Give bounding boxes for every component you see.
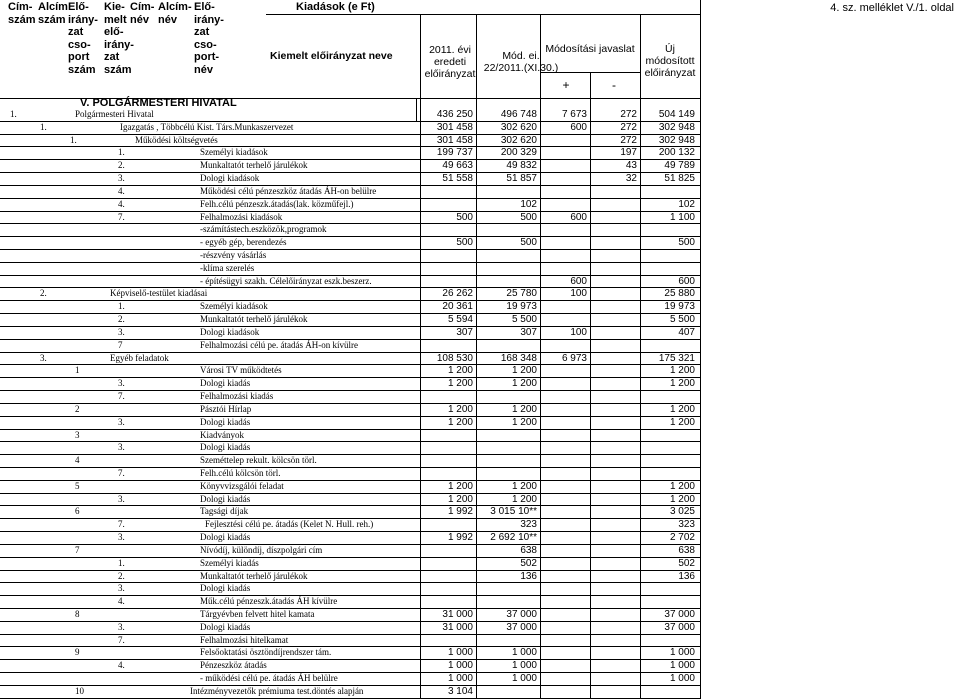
cell-uj: 504 149 <box>658 109 695 120</box>
header-col2-line: szám <box>38 13 66 26</box>
cell-mod: 1 200 <box>511 480 537 492</box>
row-label: Felh.célú pénzeszk.átadás(lak. közműfejl.) <box>200 198 354 209</box>
cell-eredeti: 1 000 <box>447 647 473 659</box>
header-col1-line: szám <box>8 13 36 26</box>
row-label: Működési költségvetés <box>135 134 218 145</box>
cell-eredeti: 5 594 <box>447 314 473 326</box>
cell-uj: 5 500 <box>669 314 695 326</box>
row-code: 6 <box>75 506 80 517</box>
row-label: -klíma szerelés <box>200 262 255 273</box>
row-label: Szeméttelep rekult. kölcsön törl. <box>200 455 317 466</box>
cell-uj: 500 <box>678 237 695 249</box>
header-col5-line: név <box>130 13 149 26</box>
row-label: Felsőoktatási ösztöndíjrendszer tám. <box>200 647 332 658</box>
cell-mod: 25 780 <box>506 288 537 300</box>
section-title: V. POLGÁRMESTERI HIVATAL <box>80 97 237 109</box>
row-label: Intézményvezetők prémiuma test.döntés alapján <box>190 685 364 696</box>
cell-eredeti: 1 200 <box>447 365 473 377</box>
cell-mod: 49 832 <box>506 160 537 172</box>
row-label: Dologi kiadások <box>200 326 260 337</box>
header-col3-line: szám <box>68 64 96 76</box>
header-col3-line: irány- <box>68 13 98 26</box>
row-label: Dologi kiadás <box>200 442 251 453</box>
row-label: Dologi kiadások <box>200 173 260 184</box>
row-code: 4. <box>118 198 125 209</box>
row-code: 1. <box>118 557 125 568</box>
row-label: Személyi kiadások <box>200 147 268 158</box>
row-code: 1. <box>10 109 17 119</box>
header-col4-line: elő- <box>104 26 124 39</box>
row-code: 4. <box>118 660 125 671</box>
cell-minus: 272 <box>620 109 637 120</box>
row-label: Dologi kiadás <box>200 532 251 543</box>
cell-uj: 407 <box>678 326 695 338</box>
row-code: 3. <box>118 583 125 594</box>
header-col2-line: Alcím <box>38 1 68 13</box>
cell-mod: 1 200 <box>511 403 537 415</box>
row-code: 3 <box>75 429 80 440</box>
header-col1-line: Cím- <box>8 1 33 13</box>
row-label: - egyéb gép, berendezés <box>200 237 287 248</box>
row-label: - működési célú pe. átadás ÁH belülre <box>200 673 338 684</box>
row-label: -részvény vásárlás <box>200 250 267 261</box>
header-col3-line: port <box>68 51 90 64</box>
cell-uj: 2 702 <box>669 532 695 544</box>
column-rule <box>640 98 641 699</box>
row-label: Működési célú pénzeszköz átadás ÁH-on belülre <box>200 185 377 196</box>
cell-mod: 19 973 <box>506 301 537 313</box>
cell-minus: 272 <box>620 134 637 146</box>
row-label: Felhalmozási kiadás <box>200 391 274 402</box>
row-label: Tárgyévben felvett hitel kamata <box>200 608 315 619</box>
row-label: Dologi kiadás <box>200 378 251 389</box>
cell-eredeti: 31 000 <box>442 608 473 620</box>
cell-eredeti: 1 000 <box>447 673 473 685</box>
row-label: Pénzeszköz átadás <box>200 660 267 671</box>
cell-plus: 100 <box>570 288 587 300</box>
header-divider <box>420 14 421 98</box>
row-code: 7 <box>118 339 123 350</box>
cell-uj: 3 025 <box>669 506 695 518</box>
cell-uj: 175 321 <box>658 352 695 364</box>
row-label: Egyéb feladatok <box>110 352 169 363</box>
cell-uj: 600 <box>678 275 695 287</box>
header-col4-line: Kie- <box>104 1 125 13</box>
cell-uj: 200 132 <box>658 147 695 159</box>
cell-plus: 7 673 <box>561 109 587 120</box>
cell-mod: 3 015 10** <box>490 506 537 518</box>
row-label: Pásztói Hírlap <box>200 403 252 414</box>
row-code: 7. <box>118 467 125 478</box>
row-label: Fejlesztési célú pe. átadás (Kelet N. Hull. reh.) <box>205 519 374 530</box>
cell-uj: 19 973 <box>664 301 695 313</box>
row-code: 2 <box>75 403 80 414</box>
cell-uj: 323 <box>678 519 695 531</box>
cell-uj: 638 <box>678 544 695 556</box>
cell-minus: 32 <box>625 173 637 185</box>
cell-eredeti: 301 458 <box>436 121 473 133</box>
header-eredeti-line: eredeti <box>433 56 467 68</box>
cell-eredeti: 31 000 <box>442 621 473 633</box>
row-code: 3. <box>118 493 125 504</box>
header-mod-line: 22/2011.(XI.30.) <box>483 62 559 74</box>
cell-mod: 1 000 <box>511 660 537 672</box>
row-code: 9 <box>75 647 80 658</box>
column-rule <box>590 98 591 699</box>
cell-eredeti: 3 104 <box>447 685 473 697</box>
cell-mod: 638 <box>520 544 537 556</box>
header-col6-line: név <box>158 13 177 26</box>
row-code: 2. <box>118 314 125 325</box>
cell-uj: 51 825 <box>664 173 695 185</box>
row-code: 7 <box>75 544 80 555</box>
cell-uj: 302 948 <box>658 134 695 146</box>
row-label: Könyvvizsgálói feladat <box>200 480 284 491</box>
row-code: 1. <box>70 134 77 145</box>
cell-mod: 302 620 <box>500 134 537 146</box>
column-rule <box>540 98 541 699</box>
cell-eredeti: 1 200 <box>447 403 473 415</box>
header-minus: - <box>612 78 616 92</box>
cell-eredeti: 1 992 <box>447 532 473 544</box>
row-label: Munkaltatót terhelő járulékok <box>200 314 308 325</box>
header-col7-line: zat <box>194 26 210 39</box>
header-col7-line: port- <box>194 51 220 64</box>
header-rule <box>266 14 700 15</box>
row-label: Tagsági díjak <box>200 506 249 517</box>
cell-uj: 102 <box>678 198 695 210</box>
header-right-edge <box>700 0 701 98</box>
row-label: Nívódíj, különdíj, díszpolgári cím <box>200 544 323 555</box>
row-label: Felhalmozási hitelkamat <box>200 634 289 645</box>
row-code: 4 <box>75 455 80 466</box>
header-col7-line: irány- <box>194 13 224 26</box>
row-code: 5 <box>75 480 80 491</box>
row-code: 3. <box>118 326 125 337</box>
row-code: 3. <box>118 442 125 453</box>
row-label: Munkaltatót terhelő járulékok <box>200 570 308 581</box>
row-label: Felhalmozási kiadások <box>200 211 283 222</box>
row-label: Személyi kiadások <box>200 301 268 312</box>
cell-mod: 1 200 <box>511 365 537 377</box>
row-code: 7. <box>118 634 125 645</box>
cell-eredeti: 500 <box>456 211 473 223</box>
header-plus: + <box>562 78 570 92</box>
cell-mod: 302 620 <box>500 121 537 133</box>
cell-minus: 43 <box>625 160 637 172</box>
row-code: 1. <box>118 147 125 158</box>
header-col7-line: név <box>194 64 213 76</box>
row-label: Felhalmozási célú pe. átadás ÁH-on kívülre <box>200 339 358 350</box>
row-code: 1. <box>118 301 125 312</box>
row-code: 4. <box>118 185 125 196</box>
row-code: 1. <box>40 121 47 132</box>
header-kiemelt: Kiemelt előirányzat neve <box>270 50 393 62</box>
cell-minus: 272 <box>620 121 637 133</box>
row-code: 3. <box>118 173 125 184</box>
cell-eredeti: 1 200 <box>447 416 473 428</box>
cell-plus: 600 <box>570 121 587 133</box>
cell-uj: 302 948 <box>658 121 695 133</box>
row-code: 1 <box>75 365 80 376</box>
row-code: 3. <box>118 621 125 632</box>
row-label: Felh.célú kölcsön törl. <box>200 467 281 478</box>
row-label: Dologi kiadás <box>200 621 251 632</box>
header-uj-line: módosított <box>645 55 695 67</box>
header-col4-line: irány- <box>104 38 134 51</box>
row-code: 7. <box>118 211 125 222</box>
cell-plus: 100 <box>570 326 587 338</box>
row-code: 3. <box>40 352 47 363</box>
header-col3-line: zat <box>68 26 84 39</box>
cell-mod: 1 000 <box>511 647 537 659</box>
row-code: 4. <box>118 596 125 607</box>
header-divider <box>476 14 477 98</box>
header-col5-line: Cím- <box>130 1 155 13</box>
marker-rule <box>416 98 417 122</box>
page-reference: 4. sz. melléklet V./1. oldal <box>830 2 954 14</box>
cell-plus: 600 <box>570 211 587 223</box>
cell-mod: 1 200 <box>511 493 537 505</box>
cell-plus: 6 973 <box>561 352 587 364</box>
row-label: -számítástech.eszközök,programok <box>200 224 327 235</box>
cell-mod: 307 <box>520 326 537 338</box>
cell-mod: 37 000 <box>506 608 537 620</box>
cell-uj: 502 <box>678 557 695 569</box>
cell-eredeti: 108 530 <box>436 352 473 364</box>
row-code: 10 <box>75 685 84 696</box>
row-code: 2. <box>118 570 125 581</box>
cell-eredeti: 301 458 <box>436 134 473 146</box>
header-divider <box>640 14 641 98</box>
column-rule <box>476 98 477 699</box>
header-uj-line: Új <box>665 43 675 55</box>
header-col4-line: melt <box>104 13 127 26</box>
cell-mod: 168 348 <box>500 352 537 364</box>
header-col7-line: cso- <box>194 38 217 51</box>
row-label: Igazgatás , Többcélú Kist. Társ.Munkaszervezet <box>120 121 294 132</box>
cell-mod: 37 000 <box>506 621 537 633</box>
cell-eredeti: 1 992 <box>447 506 473 518</box>
row-code: 3. <box>118 416 125 427</box>
row-label: Dologi kiadás <box>200 493 251 504</box>
row-label: Dologi kiadás <box>200 416 251 427</box>
cell-uj: 1 200 <box>669 480 695 492</box>
row-code: 3. <box>118 378 125 389</box>
cell-uj: 1 200 <box>669 493 695 505</box>
cell-plus: 600 <box>570 275 587 287</box>
row-label: Dologi kiadás <box>200 583 251 594</box>
cell-mod: 5 500 <box>511 314 537 326</box>
cell-uj: 37 000 <box>664 608 695 620</box>
row-label: Munkaltatót terhelő járulékok <box>200 160 308 171</box>
cell-minus: 197 <box>620 147 637 159</box>
cell-eredeti: 199 737 <box>436 147 473 159</box>
cell-mod: 102 <box>520 198 537 210</box>
cell-mod: 496 748 <box>500 109 537 120</box>
cell-uj: 1 100 <box>669 211 695 223</box>
row-code: 2. <box>40 288 47 299</box>
row-label: Személyi kiadás <box>200 557 259 568</box>
row-label: Kiadványok <box>200 429 244 440</box>
cell-uj: 49 789 <box>664 160 695 172</box>
cell-mod: 2 692 10** <box>490 532 537 544</box>
cell-uj: 37 000 <box>664 621 695 633</box>
cell-mod: 136 <box>520 570 537 582</box>
header-uj-line: előirányzat <box>644 67 696 79</box>
header-main: Kiadások (e Ft) <box>296 1 375 13</box>
row-label: Városi TV működtetés <box>200 365 282 376</box>
header-col6-line: Alcím- <box>158 1 192 13</box>
header-col3-line: cso- <box>68 38 91 51</box>
cell-uj: 1 000 <box>669 660 695 672</box>
row-code: 8 <box>75 608 80 619</box>
cell-uj: 1 000 <box>669 673 695 685</box>
cell-mod: 1 200 <box>511 416 537 428</box>
cell-mod: 323 <box>520 519 537 531</box>
cell-uj: 1 200 <box>669 403 695 415</box>
header-col7-line: Elő- <box>194 1 215 13</box>
header-divider <box>590 72 591 98</box>
cell-mod: 51 857 <box>506 173 537 185</box>
row-label: Műk.célú pénzeszk.átadás ÁH kívülre <box>200 596 338 607</box>
header-col4-line: szám <box>104 64 132 76</box>
header-divider <box>540 14 541 98</box>
row-code: 7. <box>118 391 125 402</box>
header-col4-line: zat <box>104 51 120 64</box>
header-javaslat: Módosítási javaslat <box>545 43 635 55</box>
cell-uj: 1 200 <box>669 378 695 390</box>
cell-eredeti: 26 262 <box>442 288 473 300</box>
row-label: - építésügyi szakh. Célelőirányzat eszk.beszerz. <box>200 275 372 286</box>
column-rule <box>420 98 421 699</box>
cell-mod: 500 <box>520 237 537 249</box>
column-rule <box>700 98 701 699</box>
row-code: 7. <box>118 519 125 530</box>
cell-eredeti: 1 200 <box>447 493 473 505</box>
cell-uj: 1 000 <box>669 647 695 659</box>
cell-eredeti: 307 <box>456 326 473 338</box>
row-label: Képviselő-testület kiadásai <box>110 288 208 299</box>
header-eredeti-line: 2011. évi <box>429 44 471 56</box>
cell-uj: 1 200 <box>669 365 695 377</box>
cell-mod: 1 000 <box>511 673 537 685</box>
cell-mod: 1 200 <box>511 378 537 390</box>
cell-eredeti: 20 361 <box>442 301 473 313</box>
header-col3-line: Elő- <box>68 1 89 13</box>
header-eredeti-line: előirányzat <box>424 68 476 80</box>
cell-eredeti: 1 200 <box>447 480 473 492</box>
cell-eredeti: 51 558 <box>442 173 473 185</box>
cell-mod: 200 329 <box>500 147 537 159</box>
cell-eredeti: 436 250 <box>436 109 473 120</box>
cell-eredeti: 500 <box>456 237 473 249</box>
cell-eredeti: 1 000 <box>447 660 473 672</box>
row-code: 3. <box>118 532 125 543</box>
cell-eredeti: 49 663 <box>442 160 473 172</box>
row-label: Polgármesteri Hivatal <box>75 109 154 119</box>
cell-eredeti: 1 200 <box>447 378 473 390</box>
row-code: 2. <box>118 160 125 171</box>
header-mod-line: Mód. ei. <box>502 50 540 62</box>
cell-uj: 1 200 <box>669 416 695 428</box>
cell-mod: 500 <box>520 211 537 223</box>
cell-uj: 136 <box>678 570 695 582</box>
cell-mod: 502 <box>520 557 537 569</box>
cell-uj: 25 880 <box>664 288 695 300</box>
